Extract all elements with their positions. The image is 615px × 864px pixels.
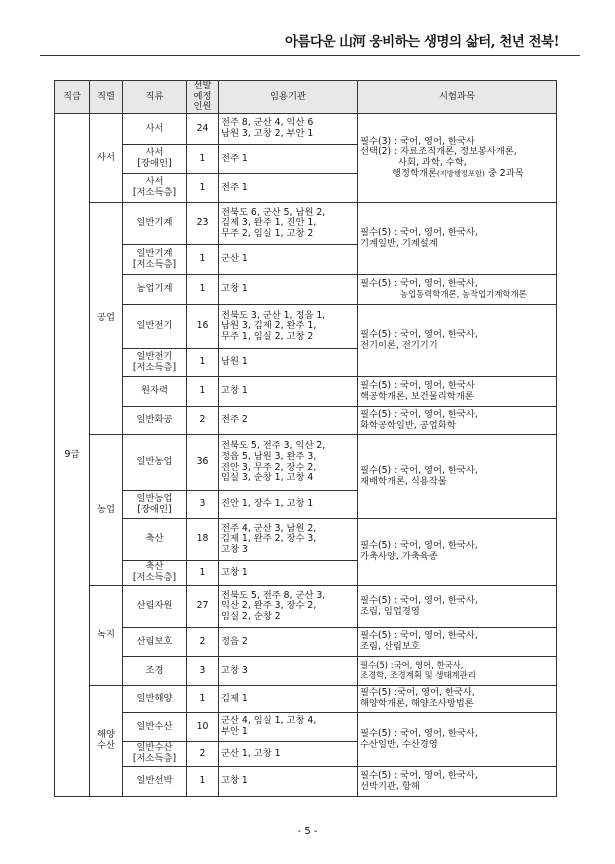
- count-cell: 1: [187, 245, 219, 275]
- table-row: [55, 657, 557, 686]
- series-cell: 일반농업: [123, 435, 187, 491]
- header-series: 직류: [123, 81, 187, 114]
- series-cell: 조경: [123, 657, 187, 686]
- header-slogan: 아름다운 山河 웅비하는 생명의 삶터, 천년 전북!: [284, 34, 559, 50]
- group-cell: 사서: [90, 114, 123, 203]
- subject-line: 필수(3) : 국어, 영어, 한국사: [360, 135, 475, 147]
- series-cell: 사서: [123, 114, 187, 145]
- subject-text: 중 2과목: [484, 167, 524, 179]
- header-group: 직렬: [90, 81, 123, 114]
- series-cell: 일반기계 [저소득층]: [123, 245, 187, 275]
- count-cell: 1: [187, 349, 219, 377]
- series-cell: 농업기계: [123, 275, 187, 305]
- agency-cell: 고창 1: [219, 767, 358, 797]
- grade-cell: 9급: [55, 114, 90, 797]
- count-cell: 2: [187, 628, 219, 657]
- subject-line: 농업동력학개론, 농작업기계학개론: [400, 289, 527, 300]
- subjects-cell: 필수(5) :국어, 영어, 한국사, 해양학개론, 해양조사방법론: [358, 686, 557, 713]
- agency-cell: 정읍 2: [219, 628, 358, 657]
- group-cell: 농업: [90, 435, 123, 586]
- table-row: [55, 377, 557, 407]
- agency-cell: 전주 1: [219, 145, 358, 174]
- agency-cell: 진안 1, 장수 1, 고창 1: [219, 491, 358, 519]
- table-row: [55, 767, 557, 797]
- group-cell: 해양 수산: [90, 686, 123, 797]
- table-row: [55, 435, 557, 491]
- count-cell: 1: [187, 767, 219, 797]
- agency-cell: 고창 1: [219, 275, 358, 305]
- subjects-cell: [358, 275, 557, 305]
- count-cell: 1: [187, 174, 219, 203]
- agency-cell: 전북도 5, 전주 8, 군산 3, 익산 2, 완주 3, 장수 2, 임실 2, 순창 2: [219, 586, 358, 628]
- table-header-row: [55, 81, 557, 114]
- table-row: [55, 305, 557, 349]
- subject-line: 사회, 과학, 수학,: [398, 157, 467, 169]
- series-cell: 산림보호: [123, 628, 187, 657]
- table-row: [55, 713, 557, 742]
- agency-cell: 고창 1: [219, 561, 358, 586]
- series-cell: 산림자원: [123, 586, 187, 628]
- header-count: 선발 예정 인원: [187, 81, 219, 114]
- series-cell: 일반선박: [123, 767, 187, 797]
- count-cell: 2: [187, 407, 219, 435]
- count-cell: 1: [187, 686, 219, 713]
- series-cell: 축산 [저소득층]: [123, 561, 187, 586]
- agency-cell: 군산 1: [219, 245, 358, 275]
- table-row: [55, 203, 557, 245]
- count-cell: 3: [187, 657, 219, 686]
- series-cell: 일반수산 [저소득층]: [123, 742, 187, 767]
- series-cell: 축산: [123, 519, 187, 561]
- subjects-cell: 필수(5) : 국어, 영어, 한국사 핵공학개론, 보건물리학개론: [358, 377, 557, 407]
- agency-cell: 전북도 6, 군산 5, 남원 2, 김제 3, 완주 1, 진안 1, 무주 2, 임실 1, 고창 2: [219, 203, 358, 245]
- count-cell: 10: [187, 713, 219, 742]
- header-subjects: 시험과목: [358, 81, 557, 114]
- agency-cell: 전주 2: [219, 407, 358, 435]
- group-cell: 공업: [90, 203, 123, 435]
- subjects-cell: 필수(5) : 국어, 영어, 한국사, 가축사양, 가축육종: [358, 519, 557, 586]
- count-cell: 1: [187, 561, 219, 586]
- header-grade: 직급: [55, 81, 90, 114]
- count-cell: 1: [187, 377, 219, 407]
- recruitment-table: [54, 80, 557, 797]
- count-cell: 1: [187, 275, 219, 305]
- table-row: [55, 407, 557, 435]
- subjects-cell: 필수(5) : 국어, 영어, 한국사, 조림, 임업경영: [358, 586, 557, 628]
- series-cell: 일반해양: [123, 686, 187, 713]
- series-cell: 일반농업 [장애인]: [123, 491, 187, 519]
- count-cell: 3: [187, 491, 219, 519]
- subjects-cell: 필수(5) :국어, 영어, 한국사, 조경학, 조경계획 및 생태계관리: [358, 657, 557, 686]
- subjects-cell: [358, 114, 557, 203]
- agency-cell: 고창 1: [219, 377, 358, 407]
- subjects-cell: 필수(5) : 국어, 영어, 한국사, 기계일반, 기계설계: [358, 203, 557, 275]
- series-cell: 일반전기 [저소득층]: [123, 349, 187, 377]
- agency-cell: 군산 1, 고창 1: [219, 742, 358, 767]
- count-cell: 2: [187, 742, 219, 767]
- agency-cell: 전북도 5, 전주 3, 익산 2, 정읍 5, 남원 3, 완주 3, 진안 3, 무주 2, 장수 2, 임실 3, 순창 1, 고창 4: [219, 435, 358, 491]
- subjects-cell: 필수(5) : 국어, 영어, 한국사, 수산일반, 수산경영: [358, 713, 557, 767]
- series-cell: 일반화공: [123, 407, 187, 435]
- series-cell: 일반기계: [123, 203, 187, 245]
- count-cell: 24: [187, 114, 219, 145]
- series-cell: 원자력: [123, 377, 187, 407]
- subjects-cell: 필수(5) : 국어, 영어, 한국사, 조림, 산림보호: [358, 628, 557, 657]
- table-row: [55, 519, 557, 561]
- table-row: [55, 686, 557, 713]
- table-row: [55, 275, 557, 305]
- table-row: [55, 586, 557, 628]
- subject-text: 행정학개론: [392, 167, 437, 179]
- subjects-cell: 필수(5) : 국어, 영어, 한국사, 재배학개론, 식용작물: [358, 435, 557, 519]
- header-rule: [40, 55, 580, 56]
- agency-cell: 전주 1: [219, 174, 358, 203]
- agency-cell: 전주 8, 군산 4, 익산 6 남원 3, 고창 2, 부안 1: [219, 114, 358, 145]
- group-cell: 녹지: [90, 586, 123, 686]
- agency-cell: 고창 3: [219, 657, 358, 686]
- count-cell: 18: [187, 519, 219, 561]
- subject-line: 필수(5) : 국어, 영어, 한국사,: [360, 278, 478, 290]
- page-number: - 5 -: [297, 826, 318, 837]
- header-agency: 임용기관: [219, 81, 358, 114]
- count-cell: 27: [187, 586, 219, 628]
- series-cell: 사서 [장애인]: [123, 145, 187, 174]
- table-row: [55, 114, 557, 145]
- table-row: [55, 628, 557, 657]
- count-cell: 36: [187, 435, 219, 491]
- subject-note: (지방행정포함): [436, 168, 485, 178]
- agency-cell: 군산 4, 임실 1, 고창 4, 부안 1: [219, 713, 358, 742]
- series-cell: 일반수산: [123, 713, 187, 742]
- subjects-cell: 필수(5) : 국어, 영어, 한국사, 전기이론, 전기기기: [358, 305, 557, 377]
- count-cell: 1: [187, 145, 219, 174]
- subjects-cell: 필수(5) : 국어, 영어, 한국사, 화학공학일반, 공업화학: [358, 407, 557, 435]
- agency-cell: 전주 4, 군산 3, 남원 2, 김제 1, 완주 2, 장수 3, 고창 3: [219, 519, 358, 561]
- agency-cell: 김제 1: [219, 686, 358, 713]
- subject-line: [360, 169, 554, 180]
- agency-cell: 전북도 3, 군산 1, 정읍 1, 남원 3, 김제 2, 완주 1, 무주 1, 임실 2, 고창 2: [219, 305, 358, 349]
- series-cell: 일반전기: [123, 305, 187, 349]
- count-cell: 23: [187, 203, 219, 245]
- subject-line: 선택(2) : 자료조직개론, 정보봉사개론,: [360, 146, 517, 158]
- agency-cell: 남원 1: [219, 349, 358, 377]
- count-cell: 16: [187, 305, 219, 349]
- subjects-cell: 필수(5) : 국어, 영어, 한국사, 선박기관, 항해: [358, 767, 557, 797]
- series-cell: 사서 [저소득층]: [123, 174, 187, 203]
